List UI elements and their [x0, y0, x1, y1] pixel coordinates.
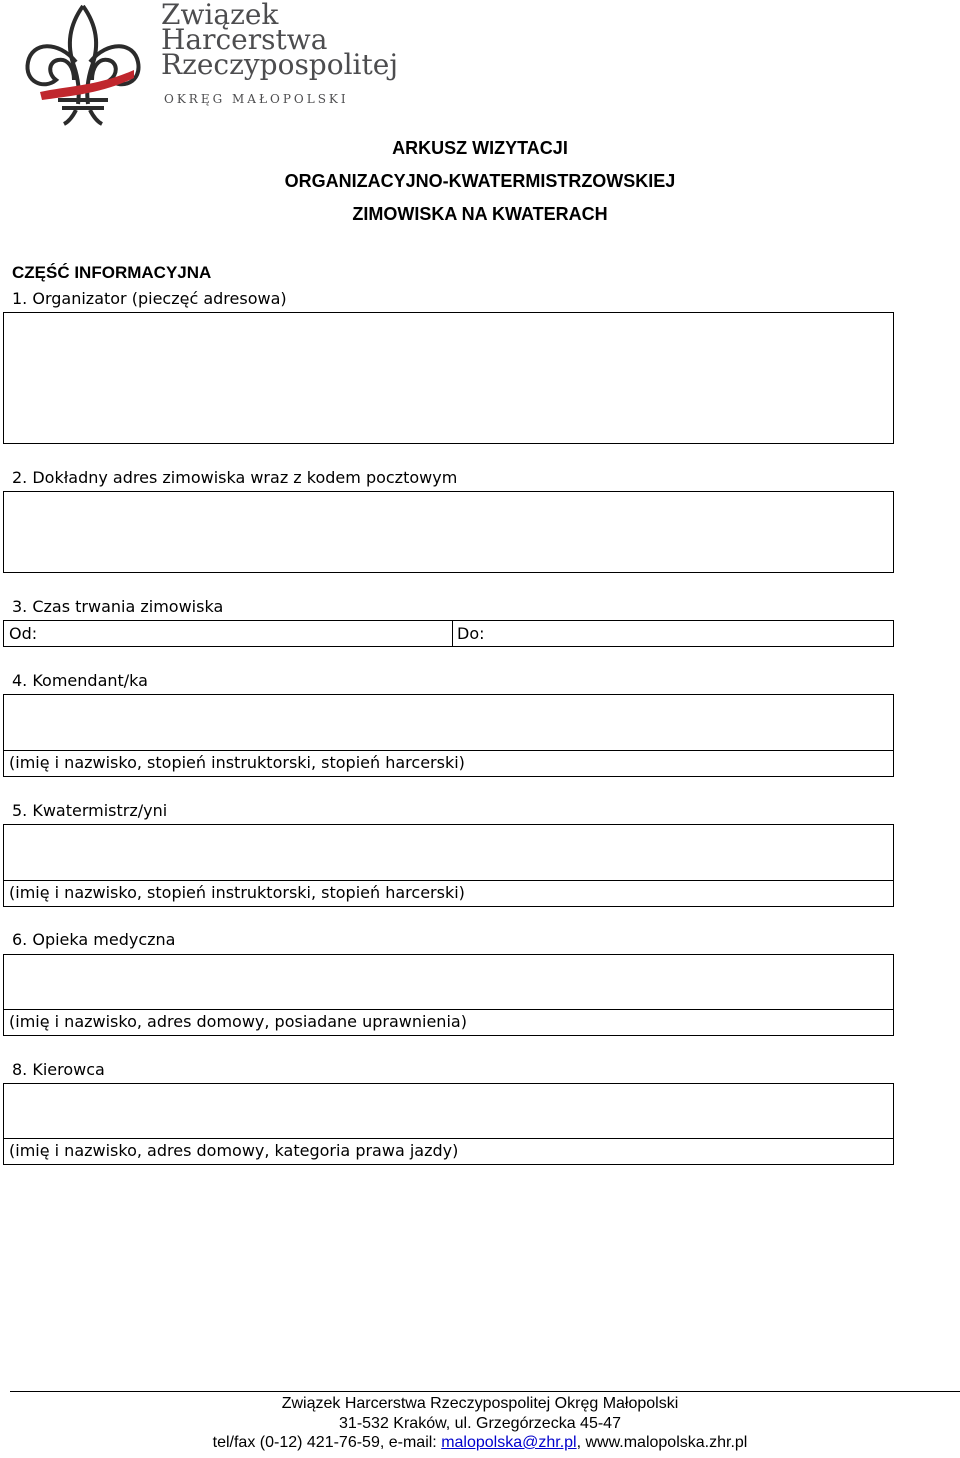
driver-box[interactable] — [3, 1083, 894, 1165]
logo-text-line2: Harcerstwa — [161, 23, 328, 56]
footer-email-link[interactable]: malopolska@zhr.pl — [441, 1434, 577, 1451]
footer-contact-suffix: , www.malopolska.zhr.pl — [576, 1434, 748, 1451]
duration-to-field[interactable]: Do: — [457, 624, 485, 643]
address-box[interactable] — [3, 491, 894, 573]
organizer-stamp-box[interactable] — [3, 312, 894, 444]
field-8-label: 8. Kierowca — [12, 1060, 105, 1079]
fleur-de-lis-icon — [18, 0, 148, 130]
document-title-line1: ARKUSZ WIZYTACJI — [392, 138, 568, 158]
logo-text-line3: Rzeczypospolitej — [161, 48, 399, 81]
logo-text-line1: Związek — [161, 0, 279, 31]
field-5-label: 5. Kwatermistrz/yni — [12, 801, 168, 820]
quartermaster-hint: (imię i nazwisko, stopień instruktorski, stopień harcerski) — [9, 883, 465, 902]
footer-contact-prefix: tel/fax (0-12) 421-76-59, e-mail: — [212, 1434, 442, 1451]
duration-divider — [452, 621, 453, 646]
driver-hint: (imię i nazwisko, adres domowy, kategoria prawa jazdy) — [9, 1141, 459, 1160]
footer-rule — [10, 1391, 960, 1392]
quartermaster-box[interactable] — [3, 824, 894, 907]
footer-line3 — [0, 1434, 960, 1452]
document-title-line2: ORGANIZACYJNO-KWATERMISTRZOWSKIEJ — [284, 171, 676, 191]
quartermaster-divider — [4, 880, 893, 881]
footer-line1: Związek Harcerstwa Rzeczypospolitej Okręg Małopolski — [281, 1395, 679, 1412]
commander-box[interactable] — [3, 694, 894, 777]
commander-divider — [4, 750, 893, 751]
medical-box[interactable] — [3, 954, 894, 1036]
field-4-label: 4. Komendant/ka — [12, 671, 148, 690]
footer-line2: 31-532 Kraków, ul. Grzegórzecka 45-47 — [339, 1415, 621, 1432]
logo-region: OKRĘG MAŁOPOLSKI — [164, 92, 349, 106]
field-1-label: 1. Organizator (pieczęć adresowa) — [12, 289, 287, 308]
commander-hint: (imię i nazwisko, stopień instruktorski, stopień harcerski) — [9, 753, 465, 772]
field-6-label: 6. Opieka medyczna — [12, 930, 176, 949]
driver-divider — [4, 1138, 893, 1139]
duration-from-field[interactable]: Od: — [9, 624, 38, 643]
medical-hint: (imię i nazwisko, adres domowy, posiadane uprawnienia) — [9, 1012, 467, 1031]
zhr-logo — [18, 0, 418, 130]
duration-row — [3, 620, 894, 647]
field-2-label: 2. Dokładny adres zimowiska wraz z kodem pocztowym — [12, 468, 458, 487]
section-heading: CZĘŚĆ INFORMACYJNA — [12, 263, 212, 282]
medical-divider — [4, 1009, 893, 1010]
document-title-line3: ZIMOWISKA NA KWATERACH — [352, 204, 608, 224]
field-3-label: 3. Czas trwania zimowiska — [12, 597, 224, 616]
